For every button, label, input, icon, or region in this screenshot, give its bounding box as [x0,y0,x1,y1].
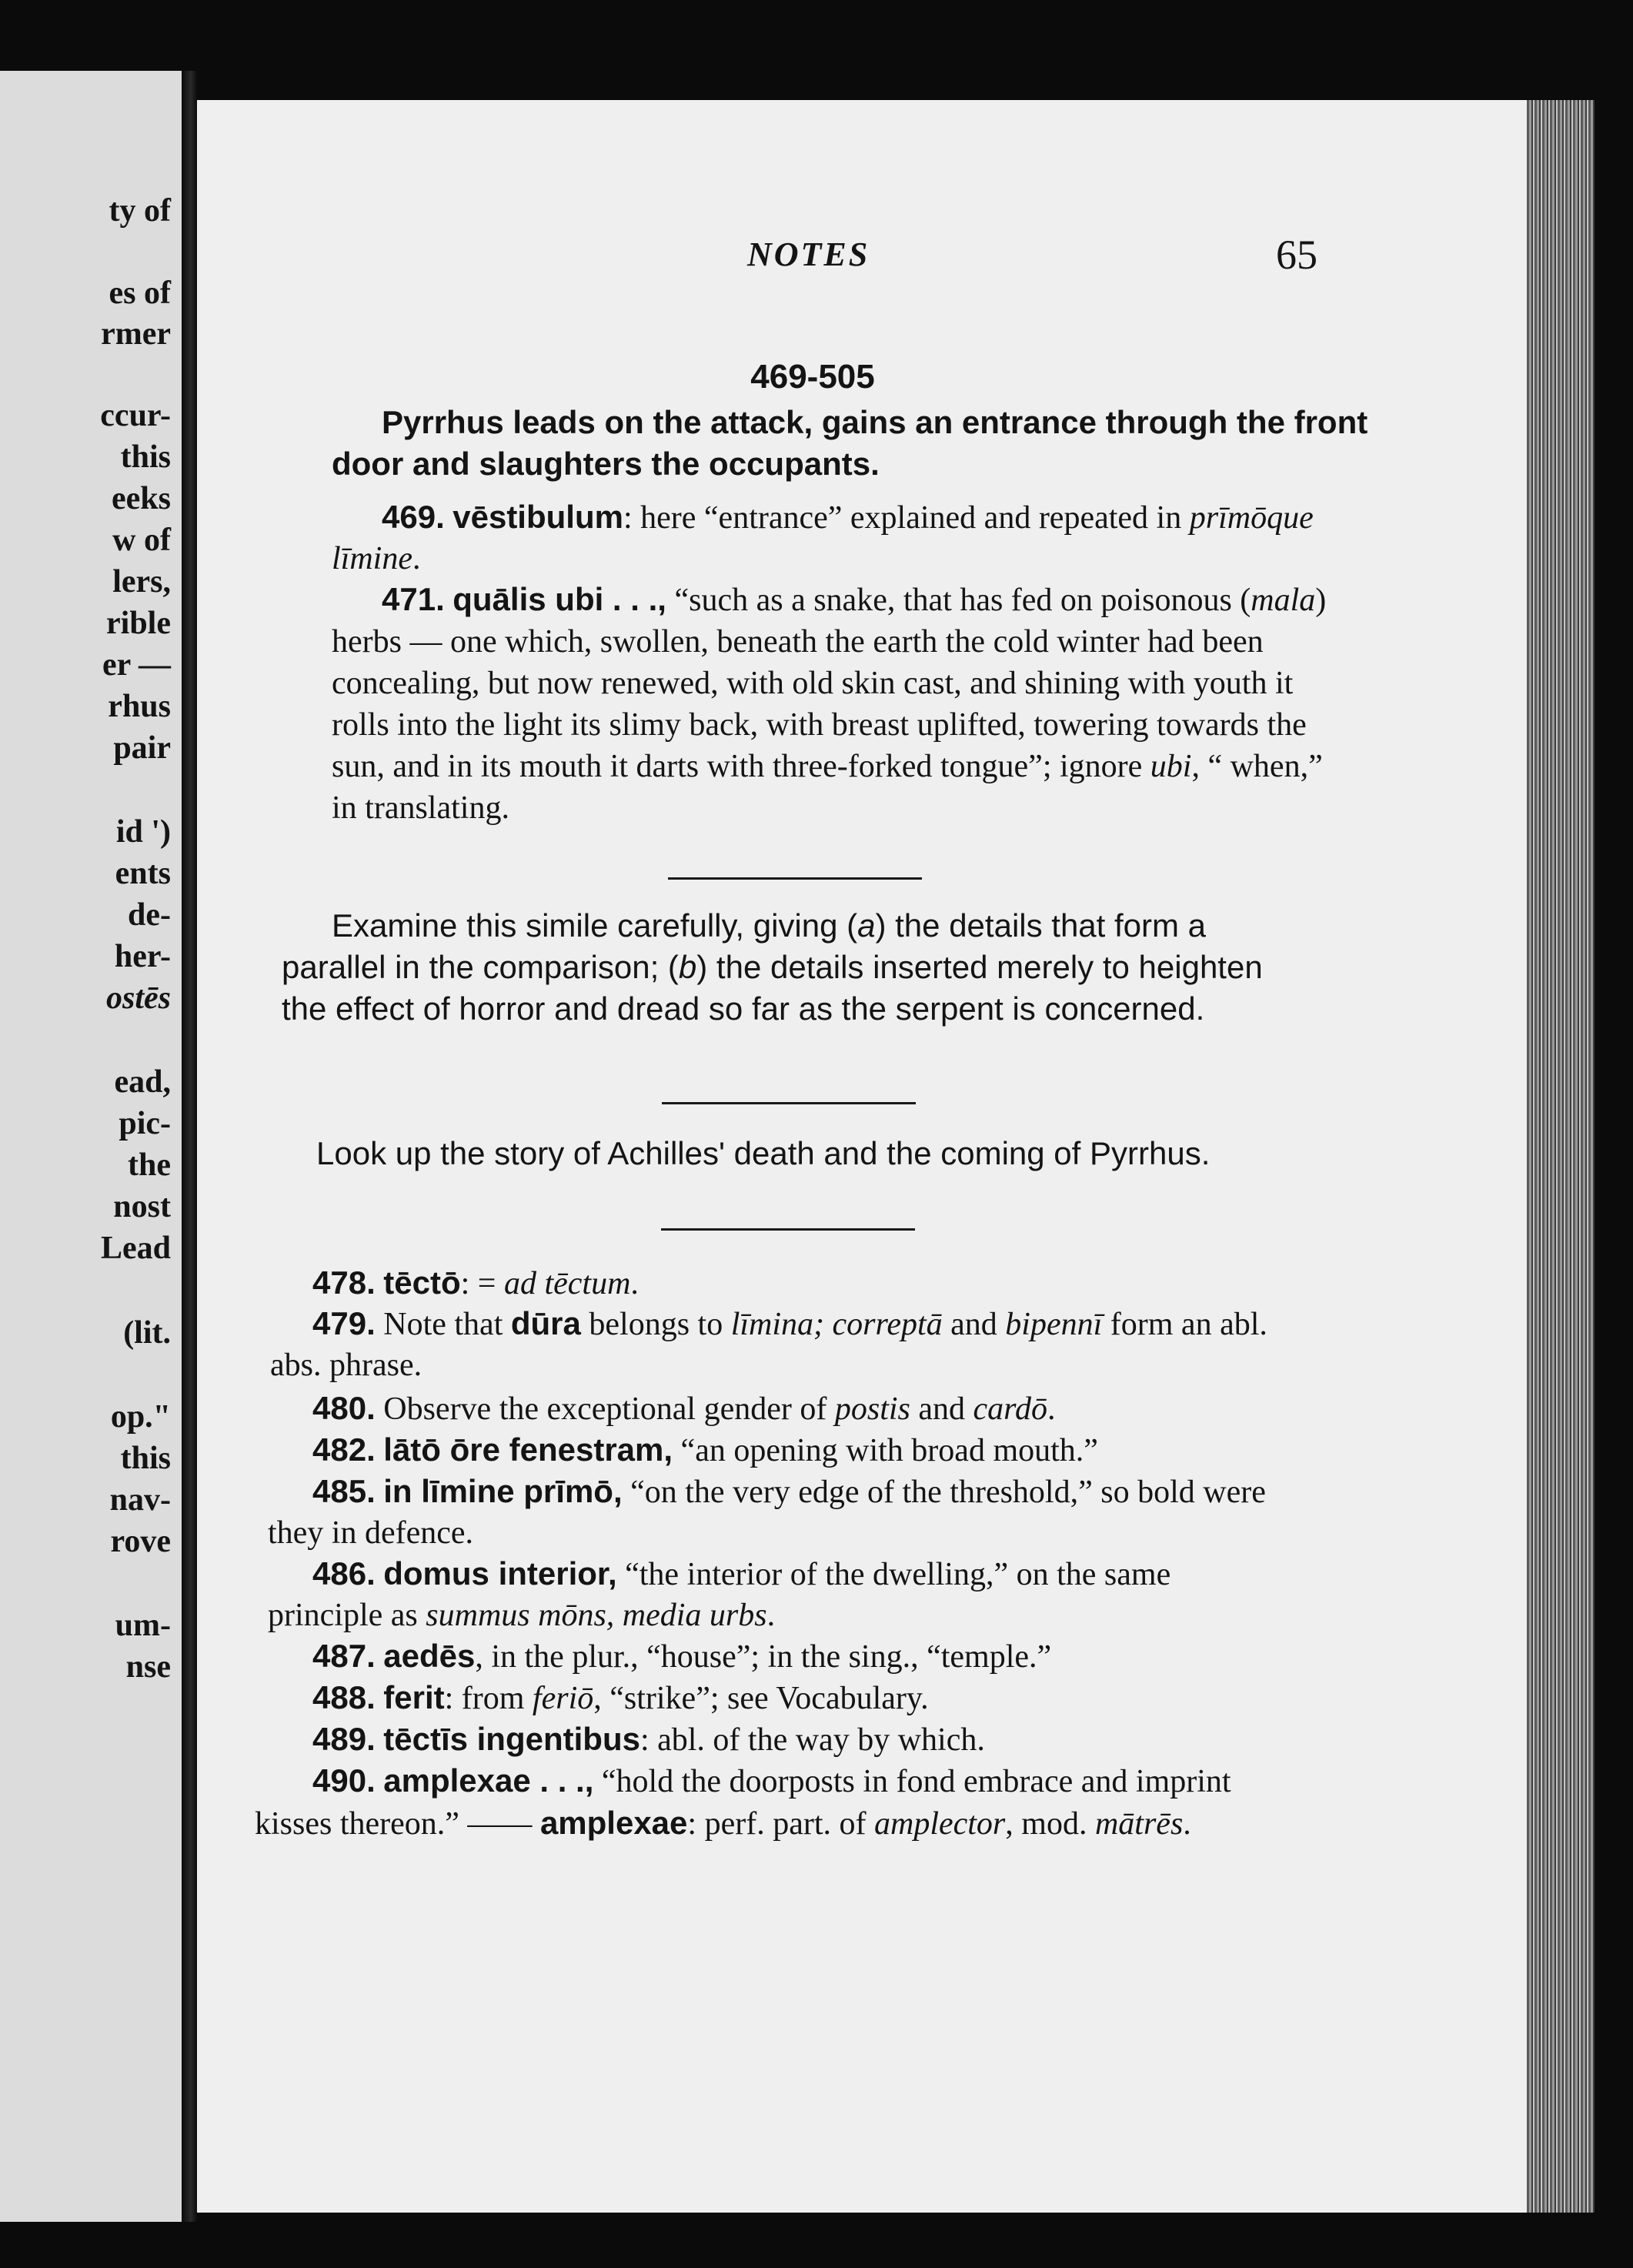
note-text: , in the plur., “house”; in the sing., “temple.” [475,1639,1052,1675]
note-headword: domus interior, [383,1555,617,1592]
exercise-text: Examine this simile carefully, giving ( [332,907,858,944]
previous-page-text-fragment: nav- [109,1482,171,1518]
section-summary: Pyrrhus leads on the attack, gains an entrance through the front door and slaughters the occupants. [332,404,1368,482]
previous-page-text-fragment: the [128,1147,171,1183]
note-text: Observe the exceptional gender of [383,1391,835,1427]
note-italic: prīmōque līmine [332,500,1314,576]
book-gutter [182,71,197,2222]
page-stack-edge [1527,100,1595,2213]
previous-page-text-fragment: pic- [119,1106,171,1141]
previous-page-text-fragment: lers, [112,564,171,600]
note-italic: summus mōns, media urbs [426,1598,767,1633]
previous-page-text-fragment: rove [110,1524,171,1559]
note-text: belongs to [580,1307,731,1342]
separator-rule [662,1102,916,1104]
note-bold: dūra [510,1305,581,1341]
section-range: 469-505 [750,358,875,396]
previous-page-text-fragment: op." [110,1399,171,1435]
note-text: : from [444,1681,533,1716]
note-489 [312,1719,1336,1761]
note-490 [255,1760,1278,1845]
note-text: . [766,1598,776,1633]
previous-page-text-fragment: rmer [101,316,171,352]
note-number: 471. [382,581,445,617]
note-text: . [1183,1806,1191,1842]
note-headword: amplexae . . ., [383,1762,594,1799]
note-number: 490. [312,1762,376,1799]
note-469 [332,496,1355,580]
previous-page-text-fragment: ents [115,856,171,891]
previous-page-text-fragment: this [120,439,171,475]
note-italic: bipennī [1005,1307,1103,1342]
note-480 [312,1388,1336,1430]
note-text: . [412,541,421,576]
note-italic: ubi [1150,749,1192,784]
exercise-italic: b [678,949,697,985]
note-text: ) herbs — one which, swollen, beneath the earth the cold winter had been concealing, but now renewed, with old skin cast, and shining with youth it rolls into the light its slimy back, with breast uplifted, towering towards the sun, and in its mouth it darts with three-forked tongue”; ignore [332,583,1327,784]
note-number: 488. [312,1679,376,1715]
note-text: and [910,1391,973,1427]
note-italic: feriō [532,1681,594,1716]
note-text: “the interior of the dwelling,” on the same principle as [268,1557,1171,1633]
note-text: , “strike”; see Vocabulary. [593,1681,929,1716]
exercise-text: ) the details inserted merely to heighten the effect of horror and dread so far as the serpent is concerned. [282,949,1263,1027]
exercise-italic: a [857,907,876,944]
note-number: 469. [382,499,445,535]
note-headword: amplexae [539,1805,688,1841]
previous-page-text-fragment: Lead [100,1231,171,1266]
note-italic: mātrēs [1094,1806,1184,1842]
note-italic: mala [1251,583,1316,618]
previous-page-text-fragment: pair [113,730,171,766]
previous-page-text-fragment: her- [114,939,171,974]
note-headword: vēstibulum [452,499,623,535]
note-number: 485. [312,1473,376,1509]
note-text: , mod. [1005,1806,1095,1842]
previous-page-text-fragment: ty of [109,193,171,229]
exercise-text: Look up the story of Achilles' death and the coming of Pyrrhus. [316,1135,1211,1171]
note-headword: lātō ōre fenestram, [383,1431,673,1468]
note-text: Note that [383,1307,511,1342]
note-text: form an abl. abs. phrase. [270,1307,1267,1383]
note-478 [312,1262,1336,1304]
note-number: 486. [312,1555,376,1592]
previous-page-text-fragment: es of [109,276,171,311]
note-text: : here “entrance” explained and repeated in [623,500,1190,536]
note-text: and [942,1307,1006,1342]
note-487 [312,1635,1336,1678]
note-486 [268,1553,1291,1636]
note-number: 489. [312,1721,376,1757]
note-479 [270,1303,1294,1386]
note-485 [268,1471,1291,1554]
note-text: : perf. part. of [687,1806,874,1842]
note-471 [332,579,1355,829]
note-text: : = [460,1266,504,1301]
page-number: 65 [1276,232,1317,278]
note-488 [312,1677,1336,1719]
separator-rule [661,1228,915,1231]
exercise-simile [282,905,1305,1030]
previous-page-text-fragment: nse [125,1649,171,1685]
note-italic: cardō [973,1391,1047,1427]
note-text: “hold the doorposts in fond embrace and imprint kisses thereon.” —— [255,1764,1231,1842]
previous-page-text-fragment: rhus [108,689,171,724]
exercise-text: ) the details that form a parallel in the comparison; ( [282,907,1207,985]
note-text: “such as a snake, that has fed on poisonous ( [666,583,1251,618]
note-headword: quālis ubi . . ., [452,581,666,617]
exercise-story [316,1133,1340,1174]
note-482 [312,1429,1336,1471]
note-headword: aedēs [383,1638,476,1674]
note-number: 478. [312,1264,376,1301]
separator-rule [668,877,922,880]
previous-page-text-fragment: um- [115,1608,171,1643]
note-text: “an opening with broad mouth.” [673,1433,1098,1468]
previous-page-text-fragment: this [120,1441,171,1476]
previous-page-text-fragment: w of [112,523,171,558]
previous-page-text-fragment: rible [106,606,171,641]
note-italic: līmina; correptā [730,1307,943,1342]
previous-page-text-fragment: ostēs [106,980,171,1016]
previous-page-text-fragment: er — [102,647,171,683]
note-headword: ferit [383,1679,445,1715]
note-text: . [630,1266,639,1301]
note-italic: amplector [873,1806,1006,1842]
previous-page-text-fragment: de- [128,897,171,933]
previous-page-text-fragment: nost [113,1189,171,1224]
note-number: 480. [312,1390,376,1426]
previous-page-edge [0,71,182,2222]
note-text: : abl. of the way by which. [640,1722,985,1758]
running-head: NOTES [747,235,870,273]
note-headword: tēctīs ingentibus [383,1721,640,1757]
previous-page-text-fragment: eeks [112,481,171,516]
note-number: 479. [312,1305,376,1341]
note-italic: ad tēctum [503,1266,631,1301]
previous-page-text-fragment: ccur- [100,398,171,433]
note-text: , “ when,” in translating. [332,749,1323,826]
previous-page-text-fragment: (lit. [123,1315,171,1351]
note-headword: in līmine prīmō, [383,1473,623,1509]
note-headword: tēctō [383,1264,461,1301]
book-page [197,100,1595,2213]
previous-page-text-fragment: id ') [115,814,171,850]
note-text: “on the very edge of the threshold,” so bold were they in defence. [268,1475,1266,1551]
note-text: . [1047,1391,1056,1427]
note-number: 487. [312,1638,376,1674]
note-italic: postis [834,1391,910,1427]
note-number: 482. [312,1431,376,1468]
previous-page-text-fragment: ead, [114,1064,171,1100]
